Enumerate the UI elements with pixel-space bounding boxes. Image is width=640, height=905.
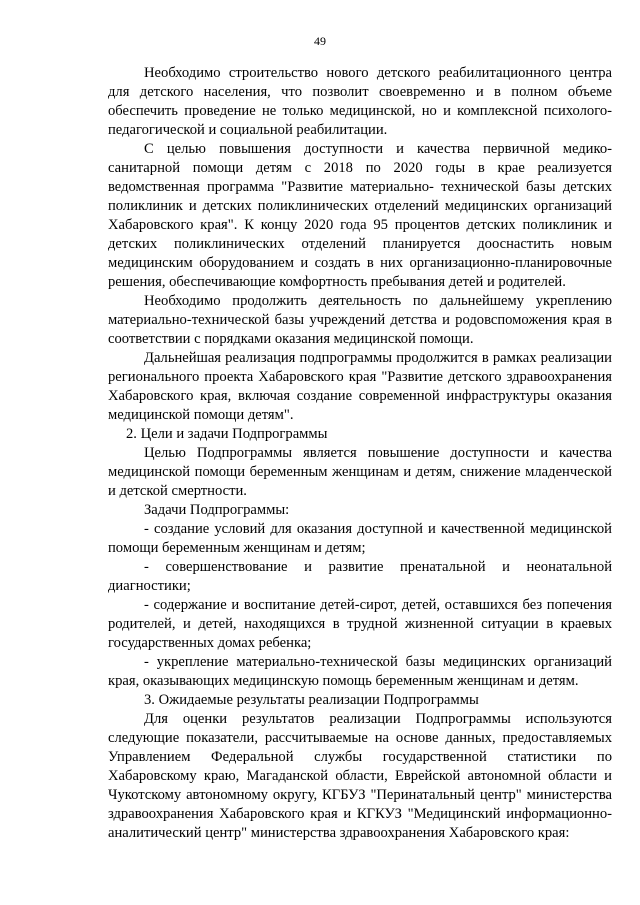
paragraph-rehab-center: Необходимо строительство нового детского реабилитационного центра для детского населения, что позволит своевременно и в полном объеме обеспечить проведение не только медицинской, но и комплексной психолого-педагогической и социальной реабилитации. [108,65,612,138]
body-text [108,64,612,843]
page-number: 49 [314,34,326,48]
paragraph-material-base: Необходимо продолжить деятельность по дальнейшему укреплению материально-технической базы учреждений детства и родовспоможения края в соответствии с порядками оказания медицинской помощи. [108,293,612,347]
section-heading-results: 3. Ожидаемые результаты реализации Подпрограммы [144,692,479,708]
section-heading-goals: 2. Цели и задачи Подпрограммы [126,426,328,442]
task-list-item: - содержание и воспитание детей-сирот, детей, оставшихся без попечения родителей, и детей, находящихся в трудной жизненной ситуации в краевых государственных домах ребенка; [108,597,612,651]
paragraph-goal: Целью Подпрограммы является повышение доступности и качества медицинской помощи беременным женщинам и детям, снижение младенческой и детской смертности. [108,445,612,499]
task-list-item: - укрепление материально-технической базы медицинских организаций края, оказывающих медицинскую помощь беременным женщинам и детям. [108,654,612,689]
paragraph-regional-project: Дальнейшая реализация подпрограммы продолжится в рамках реализации регионального проекта Хабаровского края "Развитие детского здравоохранения Хабаровского края, включая создание современной инфраструктуры оказания медицинской помощи детям". [108,350,612,423]
tasks-heading: Задачи Подпрограммы: [144,502,290,518]
task-list-item: - совершенствование и развитие пренатальной и неонатальной диагностики; [108,559,612,594]
task-list-item: - создание условий для оказания доступной и качественной медицинской помощи беременным женщинам и детям; [108,521,612,556]
paragraph-departmental-program: С целью повышения доступности и качества первичной медико-санитарной помощи детям с 2018 по 2020 годы в крае реализуется ведомственная программа "Развитие материально- технической базы детских поликлиник и детских поликлинических отделений медицинских организаций Хабаровского края". К концу 2020 года 95 процентов детских поликлиник и детских поликлинических отделений планируется дооснастить новым медицинским оборудованием и создать в них организационно-планировочные решения, обеспечивающие комфортность пребывания детей и родителей. [108,141,612,290]
paragraph-indicators: Для оценки результатов реализации Подпрограммы используются следующие показатели, рассчитываемые на основе данных, предоставляемых Управлением Федеральной службы государственной статистики по Хабаровскому краю, Магаданской области, Еврейской автономной области и Чукотскому автономному округу, КГБУЗ "Перинатальный центр" министерства здравоохранения Хабаровского края и КГКУЗ "Медицинский информационно-аналитический центр" министерства здравоохранения Хабаровского края: [108,711,612,841]
